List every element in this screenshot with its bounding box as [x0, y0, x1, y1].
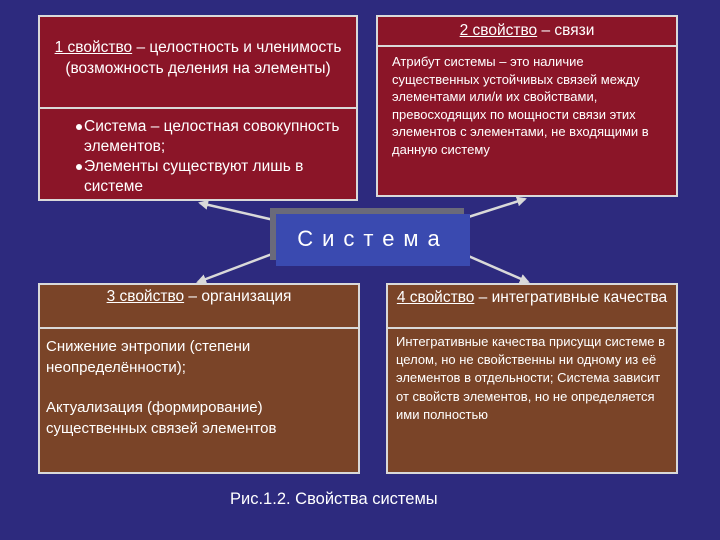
property-box-integrity-body	[40, 109, 356, 197]
property-number: 4 свойство	[396, 289, 475, 306]
list-item-text: Система – целостная совокупность элементов;	[84, 118, 340, 155]
property-box-integrative	[386, 283, 678, 474]
bullet-icon	[76, 124, 82, 130]
list-item-text: Элементы существуют лишь в системе	[84, 158, 304, 195]
property-title: – организация	[184, 288, 292, 305]
property-box-connections-title	[378, 17, 676, 47]
property-box-integrity-title	[40, 17, 356, 109]
property-box-connections-body: Атрибут системы – это наличие существенных устойчивых связей между элементами или/и их свойствами, превосходящих по мощности связи этих элементов с элементами, не входящими в данную систему	[392, 54, 649, 157]
property-box-integrity	[38, 15, 358, 201]
property-number: 1 свойство	[54, 39, 133, 56]
paragraph: Актуализация (формирование) существенных связей элементов	[46, 399, 277, 437]
property-title: – целостность и членимость (возможность деления на элементы)	[65, 39, 342, 77]
list-item	[84, 157, 346, 197]
figure-caption: Рис.1.2. Свойства системы	[230, 490, 438, 508]
property-number: 2 свойство	[459, 22, 538, 39]
property-box-integrative-body: Интегративные качества присущи системе в целом, но не свойственны ни одному из её элементов в отдельности; Система зависит от свойств элементов, но не определяется ими полностью	[396, 334, 666, 422]
property-number: 3 свойство	[106, 288, 185, 305]
property-box-integrative-title	[388, 285, 676, 329]
list-item	[84, 117, 346, 157]
center-label-system: Система	[276, 214, 470, 266]
property-title: – связи	[537, 22, 595, 39]
property-box-organization-body	[40, 329, 358, 439]
property-box-organization-title	[40, 285, 358, 329]
property-box-organization	[38, 283, 360, 474]
paragraph: Снижение энтропии (степени неопределённости);	[46, 338, 251, 376]
property-box-connections	[376, 15, 678, 197]
property-title: – интегративные качества	[474, 289, 668, 306]
bullet-icon	[76, 164, 82, 170]
